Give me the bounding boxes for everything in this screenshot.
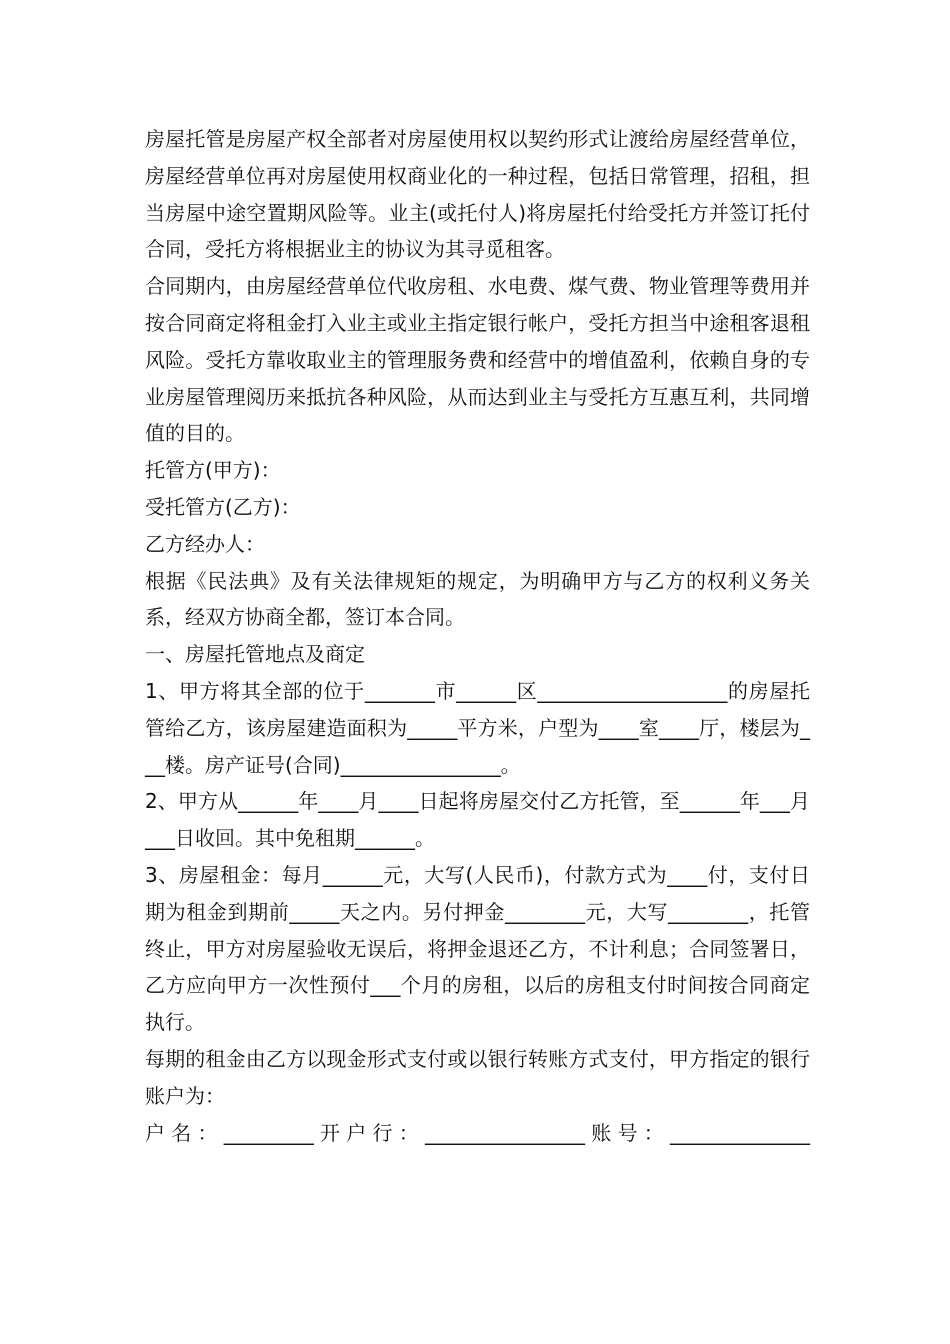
clause-3-rent: 3、房屋租金：每月______元，大写(人民币)，付款方式为____付，支付日期为租金到期前_____天之内。另付押金________元，大写________，托管终止，甲方对房屋验收无误后，将押金退还乙方，不计利息；合同签署日，乙方应向甲方一次性预付___个月的房租，以后的房租支付时间按合同商定执行。 (145, 862, 810, 1035)
section-heading-location: 一、房屋托管地点及商定 (145, 642, 365, 667)
bank-account-line: 户名：_________开户行：________________账号：______________ (145, 1120, 810, 1145)
paragraph-legal-basis: 根据《民法典》及有关法律规矩的规定，为明确甲方与乙方的权利义务关系，经双方协商全都，签订本合同。 (145, 568, 810, 630)
party-a-label: 托管方(甲方)： (145, 458, 281, 483)
clause-1-property: 1、甲方将其全部的位于_______市______区___________________的房屋托管给乙方，该房屋建造面积为_____平方米，户型为____室____厅，楼层为___楼。房产证号(合同)________________。 (145, 678, 810, 777)
document-body (145, 121, 810, 1151)
paragraph-payment-method: 每期的租金由乙方以现金形式支付或以银行转账方式支付，甲方指定的银行账户为： (145, 1046, 810, 1108)
party-b-label: 受托管方(乙方)： (145, 494, 301, 519)
paragraph-contract-period: 合同期内，由房屋经营单位代收房租、水电费、煤气费、物业管理等费用并按合同商定将租金打入业主或业主指定银行帐户，受托方担当中途租客退租风险。受托方靠收取业主的管理服务费和经营中的增值盈利，依赖自身的专业房屋管理阅历来抵抗各种风险，从而达到业主与受托方互惠互利，共同增值的目的。 (145, 274, 810, 446)
party-b-agent-label: 乙方经办人： (145, 531, 265, 556)
clause-2-period: 2、甲方从______年____月____日起将房屋交付乙方托管，至______年___月___日收回。其中免租期______。 (145, 789, 810, 851)
paragraph-intro-hosting: 房屋托管是房屋产权全部者对房屋使用权以契约形式让渡给房屋经营单位，房屋经营单位再对房屋使用权商业化的一种过程，包括日常管理，招租，担当房屋中途空置期风险等。业主(或托付人)将房屋托付给受托方并签订托付合同，受托方将根据业主的协议为其寻觅租客。 (145, 127, 810, 262)
